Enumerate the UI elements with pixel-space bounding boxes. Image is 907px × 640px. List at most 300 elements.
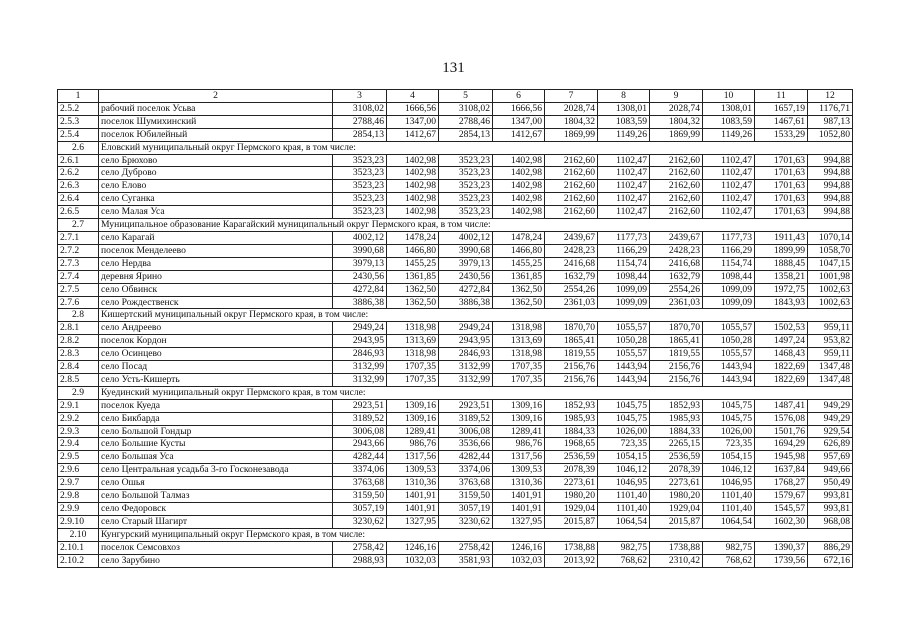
value-cell: 1101,40 bbox=[703, 490, 755, 503]
value-cell: 1401,91 bbox=[387, 503, 439, 516]
value-cell: 3189,52 bbox=[333, 412, 387, 425]
value-cell: 1101,40 bbox=[703, 503, 755, 516]
value-cell: 2273,61 bbox=[545, 477, 598, 490]
value-cell: 1402,98 bbox=[493, 193, 545, 206]
value-cell: 959,11 bbox=[808, 348, 853, 361]
value-cell: 3230,62 bbox=[439, 515, 493, 528]
section-row bbox=[58, 309, 853, 322]
table-body bbox=[58, 90, 853, 568]
value-cell: 3523,23 bbox=[439, 193, 493, 206]
value-cell: 959,11 bbox=[808, 322, 853, 335]
value-cell: 3189,52 bbox=[439, 412, 493, 425]
value-cell: 1102,47 bbox=[598, 193, 650, 206]
value-cell: 2015,87 bbox=[545, 515, 598, 528]
value-cell: 1694,29 bbox=[755, 438, 808, 451]
value-cell: 2013,92 bbox=[545, 554, 598, 567]
value-cell: 1045,75 bbox=[703, 399, 755, 412]
row-code: 2.6.3 bbox=[58, 180, 99, 193]
row-code: 2.8.3 bbox=[58, 348, 99, 361]
section-row bbox=[58, 528, 853, 541]
value-cell: 1313,69 bbox=[493, 335, 545, 348]
value-cell: 1402,98 bbox=[493, 206, 545, 219]
value-cell: 3523,23 bbox=[333, 206, 387, 219]
value-cell: 2162,60 bbox=[650, 180, 703, 193]
value-cell: 1054,15 bbox=[598, 451, 650, 464]
column-header: 1 bbox=[58, 90, 99, 103]
page-number: 131 bbox=[442, 60, 465, 76]
value-cell: 1070,14 bbox=[808, 231, 853, 244]
value-cell: 2949,24 bbox=[333, 322, 387, 335]
value-cell: 1738,88 bbox=[545, 541, 598, 554]
value-cell: 1055,57 bbox=[598, 322, 650, 335]
value-cell: 1869,99 bbox=[650, 128, 703, 141]
value-cell: 1402,98 bbox=[387, 193, 439, 206]
value-cell: 1309,16 bbox=[493, 399, 545, 412]
value-cell: 1099,09 bbox=[703, 296, 755, 309]
table-row bbox=[58, 102, 853, 115]
value-cell: 994,88 bbox=[808, 167, 853, 180]
value-cell: 1467,61 bbox=[755, 115, 808, 128]
table-row bbox=[58, 490, 853, 503]
row-code: 2.6.2 bbox=[58, 167, 99, 180]
section-code: 2.7 bbox=[58, 219, 99, 232]
value-cell: 2428,23 bbox=[650, 244, 703, 257]
value-cell: 1045,75 bbox=[703, 412, 755, 425]
value-cell: 1102,47 bbox=[598, 167, 650, 180]
value-cell: 1852,93 bbox=[650, 399, 703, 412]
value-cell: 1317,56 bbox=[387, 451, 439, 464]
value-cell: 1310,36 bbox=[493, 477, 545, 490]
section-code: 2.6 bbox=[58, 141, 99, 154]
settlement-name: поселок Семсовхоз bbox=[99, 541, 333, 554]
value-cell: 1985,93 bbox=[545, 412, 598, 425]
value-cell: 1401,91 bbox=[493, 490, 545, 503]
value-cell: 1154,74 bbox=[703, 257, 755, 270]
value-cell: 1313,69 bbox=[387, 335, 439, 348]
value-cell: 3979,13 bbox=[333, 257, 387, 270]
value-cell: 2788,46 bbox=[439, 115, 493, 128]
value-cell: 1308,01 bbox=[703, 102, 755, 115]
value-cell: 1707,35 bbox=[387, 361, 439, 374]
value-cell: 1099,09 bbox=[598, 296, 650, 309]
column-header: 10 bbox=[703, 90, 755, 103]
value-cell: 3159,50 bbox=[439, 490, 493, 503]
value-cell: 1972,75 bbox=[755, 283, 808, 296]
value-cell: 1318,98 bbox=[387, 322, 439, 335]
settlement-name: село Малая Уса bbox=[99, 206, 333, 219]
value-cell: 1401,91 bbox=[493, 503, 545, 516]
value-cell: 1058,70 bbox=[808, 244, 853, 257]
table-row bbox=[58, 477, 853, 490]
column-header: 8 bbox=[598, 90, 650, 103]
value-cell: 1666,56 bbox=[493, 102, 545, 115]
row-code: 2.9.5 bbox=[58, 451, 99, 464]
value-cell: 2758,42 bbox=[333, 541, 387, 554]
value-cell: 994,88 bbox=[808, 206, 853, 219]
value-cell: 1707,35 bbox=[493, 361, 545, 374]
row-code: 2.10.2 bbox=[58, 554, 99, 567]
value-cell: 3523,23 bbox=[439, 206, 493, 219]
table-row bbox=[58, 348, 853, 361]
row-code: 2.8.1 bbox=[58, 322, 99, 335]
value-cell: 1046,95 bbox=[598, 477, 650, 490]
row-code: 2.8.4 bbox=[58, 361, 99, 374]
value-cell: 3159,50 bbox=[333, 490, 387, 503]
value-cell: 1412,67 bbox=[387, 128, 439, 141]
value-cell: 1852,93 bbox=[545, 399, 598, 412]
value-cell: 3536,66 bbox=[439, 438, 493, 451]
value-cell: 1701,63 bbox=[755, 206, 808, 219]
table-row bbox=[58, 193, 853, 206]
value-cell: 1045,75 bbox=[598, 412, 650, 425]
value-cell: 3886,38 bbox=[333, 296, 387, 309]
value-cell: 2028,74 bbox=[650, 102, 703, 115]
value-cell: 1099,09 bbox=[703, 283, 755, 296]
value-cell: 1637,84 bbox=[755, 464, 808, 477]
value-cell: 1390,37 bbox=[755, 541, 808, 554]
table-row bbox=[58, 180, 853, 193]
table-row bbox=[58, 399, 853, 412]
value-cell: 1102,47 bbox=[703, 167, 755, 180]
row-code: 2.9.8 bbox=[58, 490, 99, 503]
value-cell: 1929,04 bbox=[650, 503, 703, 516]
value-cell: 3374,06 bbox=[333, 464, 387, 477]
value-cell: 2439,67 bbox=[545, 231, 598, 244]
value-cell: 1884,33 bbox=[650, 425, 703, 438]
value-cell: 1804,32 bbox=[545, 115, 598, 128]
settlement-name: поселок Юбилейный bbox=[99, 128, 333, 141]
value-cell: 1843,93 bbox=[755, 296, 808, 309]
value-cell: 2943,66 bbox=[333, 438, 387, 451]
value-cell: 2162,60 bbox=[545, 206, 598, 219]
value-cell: 1468,43 bbox=[755, 348, 808, 361]
value-cell: 2554,26 bbox=[650, 283, 703, 296]
settlement-name: село Большая Уса bbox=[99, 451, 333, 464]
value-cell: 1768,27 bbox=[755, 477, 808, 490]
value-cell: 986,76 bbox=[493, 438, 545, 451]
settlement-name: поселок Шумихинский bbox=[99, 115, 333, 128]
value-cell: 1701,63 bbox=[755, 154, 808, 167]
value-cell: 2854,13 bbox=[333, 128, 387, 141]
section-title: Кишертский муниципальный округ Пермского края, в том числе: bbox=[99, 309, 853, 322]
value-cell: 1055,57 bbox=[598, 348, 650, 361]
table-row bbox=[58, 438, 853, 451]
value-cell: 2536,59 bbox=[650, 451, 703, 464]
row-code: 2.9.9 bbox=[58, 503, 99, 516]
value-cell: 2428,23 bbox=[545, 244, 598, 257]
value-cell: 1309,53 bbox=[387, 464, 439, 477]
row-code: 2.5.2 bbox=[58, 102, 99, 115]
value-cell: 1443,94 bbox=[703, 373, 755, 386]
value-cell: 1497,24 bbox=[755, 335, 808, 348]
row-code: 2.5.4 bbox=[58, 128, 99, 141]
value-cell: 1347,00 bbox=[387, 115, 439, 128]
value-cell: 2273,61 bbox=[650, 477, 703, 490]
settlement-name: село Центральная усадьба 3-го Госконезавода bbox=[99, 464, 333, 477]
value-cell: 3132,99 bbox=[439, 361, 493, 374]
settlement-name: рабочий поселок Усьва bbox=[99, 102, 333, 115]
settlement-name: село Федоровск bbox=[99, 503, 333, 516]
section-title: Кунгурский муниципальный округ Пермского края, в том числе: bbox=[99, 528, 853, 541]
value-cell: 2943,95 bbox=[333, 335, 387, 348]
value-cell: 1046,95 bbox=[703, 477, 755, 490]
value-cell: 1402,98 bbox=[493, 154, 545, 167]
value-cell: 1402,98 bbox=[387, 154, 439, 167]
row-code: 2.7.4 bbox=[58, 270, 99, 283]
value-cell: 4002,12 bbox=[439, 231, 493, 244]
value-cell: 3523,23 bbox=[333, 167, 387, 180]
section-row bbox=[58, 386, 853, 399]
value-cell: 2943,95 bbox=[439, 335, 493, 348]
table-row bbox=[58, 244, 853, 257]
value-cell: 1501,76 bbox=[755, 425, 808, 438]
value-cell: 994,88 bbox=[808, 193, 853, 206]
table-row bbox=[58, 206, 853, 219]
value-cell: 1443,94 bbox=[703, 361, 755, 374]
settlement-name: село Карагай bbox=[99, 231, 333, 244]
value-cell: 1026,00 bbox=[703, 425, 755, 438]
value-cell: 1032,03 bbox=[493, 554, 545, 567]
value-cell: 1098,44 bbox=[598, 270, 650, 283]
settlement-name: поселок Менделеево bbox=[99, 244, 333, 257]
value-cell: 1402,98 bbox=[387, 206, 439, 219]
value-cell: 1166,29 bbox=[598, 244, 650, 257]
section-title: Муниципальное образование Карагайский муниципальный округ Пермского края, в том числе: bbox=[99, 219, 853, 232]
section-title: Куединский муниципальный округ Пермского края, в том числе: bbox=[99, 386, 853, 399]
value-cell: 949,66 bbox=[808, 464, 853, 477]
value-cell: 1968,65 bbox=[545, 438, 598, 451]
value-cell: 1047,15 bbox=[808, 257, 853, 270]
table-row bbox=[58, 503, 853, 516]
value-cell: 1102,47 bbox=[598, 180, 650, 193]
column-header: 5 bbox=[439, 90, 493, 103]
row-code: 2.7.1 bbox=[58, 231, 99, 244]
value-cell: 1980,20 bbox=[650, 490, 703, 503]
value-cell: 2923,51 bbox=[439, 399, 493, 412]
value-cell: 1738,88 bbox=[650, 541, 703, 554]
value-cell: 1166,29 bbox=[703, 244, 755, 257]
row-code: 2.6.4 bbox=[58, 193, 99, 206]
value-cell: 982,75 bbox=[598, 541, 650, 554]
value-cell: 1083,59 bbox=[598, 115, 650, 128]
value-cell: 1870,70 bbox=[650, 322, 703, 335]
table-row bbox=[58, 425, 853, 438]
table-row bbox=[58, 361, 853, 374]
value-cell: 1309,53 bbox=[493, 464, 545, 477]
value-cell: 2361,03 bbox=[545, 296, 598, 309]
value-cell: 1318,98 bbox=[387, 348, 439, 361]
value-cell: 1064,54 bbox=[598, 515, 650, 528]
value-cell: 2758,42 bbox=[439, 541, 493, 554]
value-cell: 1102,47 bbox=[598, 206, 650, 219]
value-cell: 1657,19 bbox=[755, 102, 808, 115]
value-cell: 2923,51 bbox=[333, 399, 387, 412]
value-cell: 3581,93 bbox=[439, 554, 493, 567]
value-cell: 1046,12 bbox=[598, 464, 650, 477]
table-row bbox=[58, 167, 853, 180]
value-cell: 1443,94 bbox=[598, 373, 650, 386]
table-row bbox=[58, 231, 853, 244]
value-cell: 2536,59 bbox=[545, 451, 598, 464]
value-cell: 3132,99 bbox=[333, 373, 387, 386]
settlement-name: село Старый Шагирт bbox=[99, 515, 333, 528]
value-cell: 1478,24 bbox=[493, 231, 545, 244]
value-cell: 3886,38 bbox=[439, 296, 493, 309]
table-row bbox=[58, 335, 853, 348]
value-cell: 2439,67 bbox=[650, 231, 703, 244]
value-cell: 1361,85 bbox=[387, 270, 439, 283]
column-header: 4 bbox=[387, 90, 439, 103]
table-row bbox=[58, 115, 853, 128]
row-code: 2.9.10 bbox=[58, 515, 99, 528]
value-cell: 994,88 bbox=[808, 180, 853, 193]
value-cell: 1308,01 bbox=[598, 102, 650, 115]
value-cell: 1822,69 bbox=[755, 361, 808, 374]
value-cell: 2949,24 bbox=[439, 322, 493, 335]
value-cell: 1026,00 bbox=[598, 425, 650, 438]
value-cell: 993,81 bbox=[808, 503, 853, 516]
settlement-name: село Осинцево bbox=[99, 348, 333, 361]
value-cell: 1317,56 bbox=[493, 451, 545, 464]
settlement-name: село Ошья bbox=[99, 477, 333, 490]
value-cell: 1318,98 bbox=[493, 322, 545, 335]
value-cell: 1545,57 bbox=[755, 503, 808, 516]
value-cell: 950,49 bbox=[808, 477, 853, 490]
value-cell: 1154,74 bbox=[598, 257, 650, 270]
value-cell: 1246,16 bbox=[387, 541, 439, 554]
value-cell: 1401,91 bbox=[387, 490, 439, 503]
value-cell: 1576,08 bbox=[755, 412, 808, 425]
value-cell: 2156,76 bbox=[650, 373, 703, 386]
table-row bbox=[58, 283, 853, 296]
row-code: 2.6.5 bbox=[58, 206, 99, 219]
value-cell: 2156,76 bbox=[545, 361, 598, 374]
value-cell: 1466,80 bbox=[387, 244, 439, 257]
value-cell: 1929,04 bbox=[545, 503, 598, 516]
column-header: 11 bbox=[755, 90, 808, 103]
settlement-name: село Елово bbox=[99, 180, 333, 193]
value-cell: 1001,98 bbox=[808, 270, 853, 283]
settlement-name: село Усть-Кишерть bbox=[99, 373, 333, 386]
row-code: 2.8.2 bbox=[58, 335, 99, 348]
table-row bbox=[58, 515, 853, 528]
value-cell: 1985,93 bbox=[650, 412, 703, 425]
value-cell: 1701,63 bbox=[755, 167, 808, 180]
value-cell: 1347,00 bbox=[493, 115, 545, 128]
value-cell: 2162,60 bbox=[545, 180, 598, 193]
value-cell: 1502,53 bbox=[755, 322, 808, 335]
value-cell: 2788,46 bbox=[333, 115, 387, 128]
settlement-name: село Бикбарда bbox=[99, 412, 333, 425]
value-cell: 723,35 bbox=[703, 438, 755, 451]
value-cell: 1443,94 bbox=[598, 361, 650, 374]
value-cell: 1064,54 bbox=[703, 515, 755, 528]
value-cell: 1899,99 bbox=[755, 244, 808, 257]
value-cell: 3990,68 bbox=[439, 244, 493, 257]
value-cell: 957,69 bbox=[808, 451, 853, 464]
value-cell: 2854,13 bbox=[439, 128, 493, 141]
settlement-name: село Большой Талмаз bbox=[99, 490, 333, 503]
value-cell: 2162,60 bbox=[545, 167, 598, 180]
value-cell: 1455,25 bbox=[387, 257, 439, 270]
column-header: 12 bbox=[808, 90, 853, 103]
value-cell: 953,82 bbox=[808, 335, 853, 348]
value-cell: 1666,56 bbox=[387, 102, 439, 115]
value-cell: 2162,60 bbox=[650, 193, 703, 206]
value-cell: 1362,50 bbox=[493, 283, 545, 296]
value-cell: 1579,67 bbox=[755, 490, 808, 503]
column-header: 3 bbox=[333, 90, 387, 103]
value-cell: 1362,50 bbox=[387, 296, 439, 309]
value-cell: 768,62 bbox=[703, 554, 755, 567]
value-cell: 1402,98 bbox=[493, 167, 545, 180]
value-cell: 3108,02 bbox=[333, 102, 387, 115]
value-cell: 3523,23 bbox=[333, 193, 387, 206]
table-row bbox=[58, 296, 853, 309]
value-cell: 1884,33 bbox=[545, 425, 598, 438]
value-cell: 1347,48 bbox=[808, 361, 853, 374]
value-cell: 3763,68 bbox=[439, 477, 493, 490]
value-cell: 1487,41 bbox=[755, 399, 808, 412]
value-cell: 3523,23 bbox=[333, 180, 387, 193]
table-row bbox=[58, 154, 853, 167]
row-code: 2.7.6 bbox=[58, 296, 99, 309]
value-cell: 2028,74 bbox=[545, 102, 598, 115]
value-cell: 1289,41 bbox=[387, 425, 439, 438]
value-cell: 1478,24 bbox=[387, 231, 439, 244]
value-cell: 1102,47 bbox=[703, 206, 755, 219]
value-cell: 1632,79 bbox=[650, 270, 703, 283]
value-cell: 1707,35 bbox=[493, 373, 545, 386]
value-cell: 1819,55 bbox=[650, 348, 703, 361]
table-row bbox=[58, 554, 853, 567]
value-cell: 2162,60 bbox=[650, 167, 703, 180]
value-cell: 1045,75 bbox=[598, 399, 650, 412]
row-code: 2.7.5 bbox=[58, 283, 99, 296]
value-cell: 1911,43 bbox=[755, 231, 808, 244]
settlement-name: село Андреево bbox=[99, 322, 333, 335]
value-cell: 1819,55 bbox=[545, 348, 598, 361]
value-cell: 949,29 bbox=[808, 412, 853, 425]
value-cell: 1099,09 bbox=[598, 283, 650, 296]
section-code: 2.9 bbox=[58, 386, 99, 399]
value-cell: 1632,79 bbox=[545, 270, 598, 283]
value-cell: 2162,60 bbox=[545, 154, 598, 167]
value-cell: 1361,85 bbox=[493, 270, 545, 283]
value-cell: 3006,08 bbox=[333, 425, 387, 438]
row-code: 2.9.7 bbox=[58, 477, 99, 490]
section-title: Еловский муниципальный округ Пермского края, в том числе: bbox=[99, 141, 853, 154]
value-cell: 2078,39 bbox=[650, 464, 703, 477]
settlement-name: село Большой Гондыр bbox=[99, 425, 333, 438]
value-cell: 1289,41 bbox=[493, 425, 545, 438]
value-cell: 949,29 bbox=[808, 399, 853, 412]
value-cell: 1055,57 bbox=[703, 348, 755, 361]
value-cell: 3523,23 bbox=[333, 154, 387, 167]
value-cell: 968,08 bbox=[808, 515, 853, 528]
value-cell: 3057,19 bbox=[439, 503, 493, 516]
value-cell: 2015,87 bbox=[650, 515, 703, 528]
row-code: 2.7.2 bbox=[58, 244, 99, 257]
value-cell: 4282,44 bbox=[333, 451, 387, 464]
value-cell: 1246,16 bbox=[493, 541, 545, 554]
value-cell: 1101,40 bbox=[598, 490, 650, 503]
value-cell: 723,35 bbox=[598, 438, 650, 451]
value-cell: 4282,44 bbox=[439, 451, 493, 464]
row-code: 2.9.2 bbox=[58, 412, 99, 425]
row-code: 2.7.3 bbox=[58, 257, 99, 270]
value-cell: 1602,30 bbox=[755, 515, 808, 528]
